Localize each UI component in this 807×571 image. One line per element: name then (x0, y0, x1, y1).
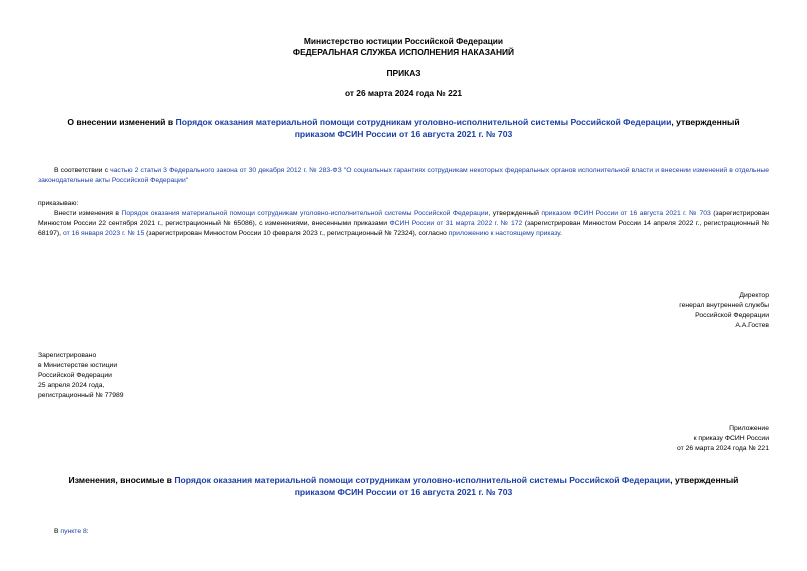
order-703-link[interactable]: приказом ФСИН России от 16 августа 2021 г. № 703 (294, 487, 513, 497)
title-middle: , утвержденный (671, 117, 740, 127)
registration-date: 25 апреля 2024 года, (38, 382, 105, 389)
order-title (50, 116, 757, 140)
signature-position: Директор (739, 292, 769, 299)
document-type: ПРИКАЗ (386, 68, 421, 78)
order-703-link[interactable]: приказом ФСИН России от 16 августа 2021 г. № 703 (541, 210, 711, 217)
registration-line: в Министерстве юстиции (38, 362, 118, 369)
title-prefix: О внесении изменений в (67, 117, 176, 127)
registration-number: регистрационный № 77989 (38, 392, 124, 399)
order-703-link[interactable]: приказом ФСИН России от 16 августа 2021 г. № 703 (294, 129, 513, 139)
amend-text-1: Внести изменения в (54, 210, 122, 217)
appendix-date: от 26 марта 2024 года № 221 (677, 445, 769, 452)
point-8-suffix: : (86, 528, 89, 535)
procedure-link[interactable]: Порядок оказания материальной помощи сотрудникам уголовно-исполнительной системы Российской Федерации (175, 117, 672, 127)
point-8-paragraph (54, 527, 89, 537)
appendix-block (677, 424, 769, 454)
amend-text-5: (зарегистрирован Минюстом России 10 февраля 2023 г., регистрационный № 72324), согласно (144, 230, 449, 237)
amend-text-2: , утвержденный (488, 210, 542, 217)
federal-law-link[interactable]: частью 2 статьи 3 Федерального закона от 30 декабря 2012 г. № 283-ФЗ "О социальных гарантиях сотрудникам некоторых федеральных органов исполнительной власти и внесении изменений в отдельные законодательные акты Российской Федерации" (38, 167, 769, 184)
changes-title-middle: , утвержденный (670, 475, 739, 485)
signature-rank: генерал внутренней службы (679, 302, 769, 309)
intro-prefix: В соответствии с (54, 167, 111, 174)
procedure-link[interactable]: Порядок оказания материальной помощи сотрудникам уголовно-исполнительной системы Российской Федерации (174, 475, 671, 485)
signature-name: А.А.Гостев (735, 322, 769, 329)
appendix-label: Приложение (729, 425, 769, 432)
signature-country: Российской Федерации (695, 312, 769, 319)
ministry-name: Министерство юстиции Российской Федерации (303, 36, 504, 46)
changes-title-prefix: Изменения, вносимые в (68, 475, 175, 485)
order-172-link[interactable]: ФСИН России от 31 марта 2022 г. № 172 (389, 220, 523, 227)
point-8-prefix: В (54, 528, 61, 535)
registration-block (38, 351, 124, 401)
procedure-link[interactable]: Порядок оказания материальной помощи сотрудникам уголовно-исполнительной системы Российской Федерации (121, 210, 489, 217)
registration-line: Зарегистрировано (38, 352, 97, 359)
appendix-ref: к приказу ФСИН России (693, 435, 769, 442)
command-word: приказываю: (38, 200, 79, 207)
amend-text-3: (зарегистрирован Минюстом России 22 сентября 2021 г., регистрационный № 65086), с изменениями, внесенными приказами (38, 210, 769, 227)
amendment-paragraph (38, 209, 769, 239)
signature-block (679, 291, 769, 331)
order-date-number: от 26 марта 2024 года № 221 (344, 88, 463, 98)
intro-paragraph (38, 166, 769, 186)
appendix-link[interactable]: приложению к настоящему приказу (448, 230, 561, 237)
order-15-link[interactable]: от 16 января 2023 г. № 15 (62, 230, 145, 237)
changes-title (50, 474, 757, 498)
amend-text-6: . (560, 230, 562, 237)
amend-text-4: (зарегистрирован Минюстом России 14 апреля 2022 г., регистрационный № 68197), (38, 220, 769, 237)
point-8-link[interactable]: пункте 8 (60, 528, 87, 535)
registration-line: Российской Федерации (38, 372, 112, 379)
service-name: ФЕДЕРАЛЬНАЯ СЛУЖБА ИСПОЛНЕНИЯ НАКАЗАНИЙ (292, 47, 515, 57)
